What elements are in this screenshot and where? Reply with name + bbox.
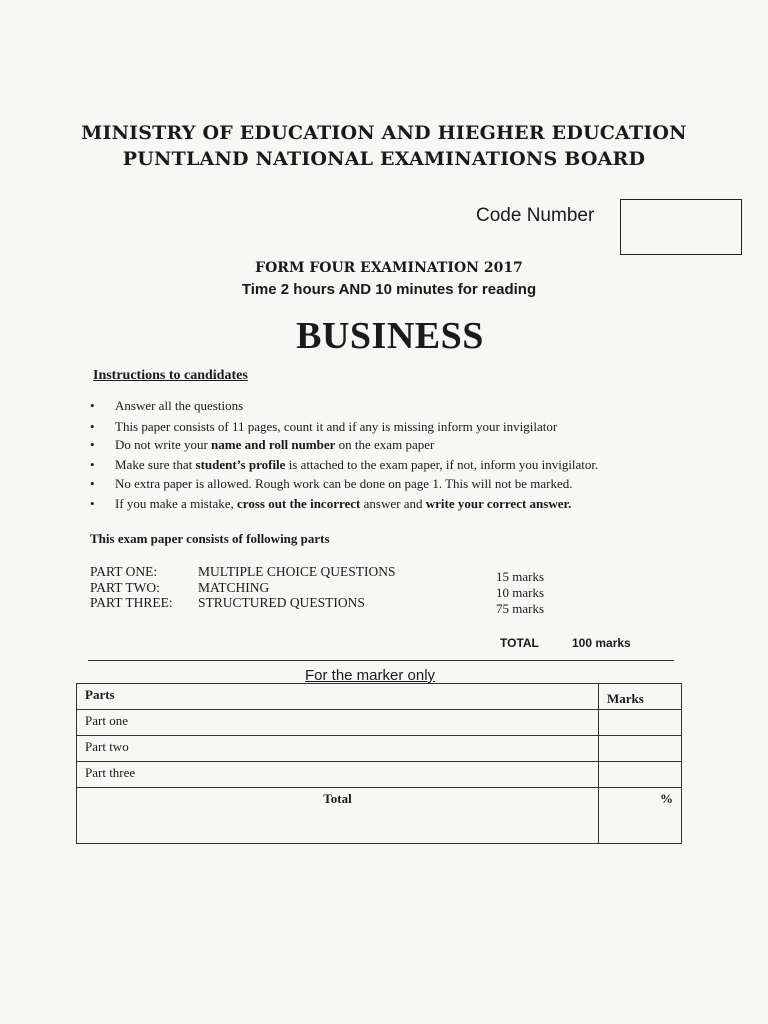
total-label-cell: Total [77,788,599,844]
exam-title: FORM FOUR EXAMINATION 2017 [255,260,523,276]
parts-heading: This exam paper consists of following parts [90,531,330,546]
divider [88,660,674,661]
marker-table [76,683,682,844]
total-row [77,788,682,844]
part-label-cell: Part one [77,710,599,736]
parts-column-header: Parts [77,684,599,710]
instruction-item: • No extra paper is allowed. Rough work can be done on page 1. This will not be marked. [88,474,688,494]
instruction-item: • If you make a mistake, cross out the incorrect answer and write your correct answer. [88,494,688,514]
part-marks: 10 marks [496,585,545,600]
subject-title: BUSINESS [296,315,484,357]
instructions-list [88,396,688,513]
part-name: PART TWO: [90,579,160,595]
part-marks: 75 marks [496,601,545,616]
part-name: PART ONE: [90,564,158,579]
marks-cell[interactable] [599,736,682,762]
table-row [77,736,682,762]
instruction-item: • Answer all the questions [88,396,688,416]
marker-section-title: For the marker only [305,667,436,684]
part-name: PART THREE: [90,595,173,610]
marks-list [496,569,544,617]
part-description: MULTIPLE CHOICE QUESTIONS [198,564,396,579]
instruction-item: • Do not write your name and roll number on the exam paper [88,435,688,455]
total-value: 100 marks [572,636,631,650]
total-label: TOTAL [500,636,539,650]
total-percent-cell[interactable]: % [599,788,682,844]
part-description: MATCHING [198,579,270,595]
marks-cell[interactable] [599,762,682,788]
code-number-box[interactable] [620,199,742,255]
part-description: STRUCTURED QUESTIONS [198,595,365,610]
total-marks-row [500,636,631,650]
board-heading: PUNTLAND NATIONAL EXAMINATIONS BOARD [122,148,646,170]
instruction-item: • Make sure that student’s profile is attached to the exam paper, if not, inform you invigilator. [88,455,688,475]
table-row [77,762,682,788]
table-header-row [77,684,682,710]
instruction-item: • This paper consists of 11 pages, count it and if any is missing inform your invigilator [88,417,688,437]
marks-cell[interactable] [599,710,682,736]
ministry-heading: MINISTRY OF EDUCATION AND HIEGHER EDUCATION [81,122,687,144]
instructions-heading: Instructions to candidates [93,368,248,383]
part-label-cell: Part three [77,762,599,788]
table-row [77,710,682,736]
code-number-label: Code Number [476,205,595,226]
part-marks: 15 marks [496,569,545,584]
exam-time: Time 2 hours AND 10 minutes for reading [241,281,537,298]
part-label-cell: Part two [77,736,599,762]
marks-column-header: Marks [599,684,682,710]
